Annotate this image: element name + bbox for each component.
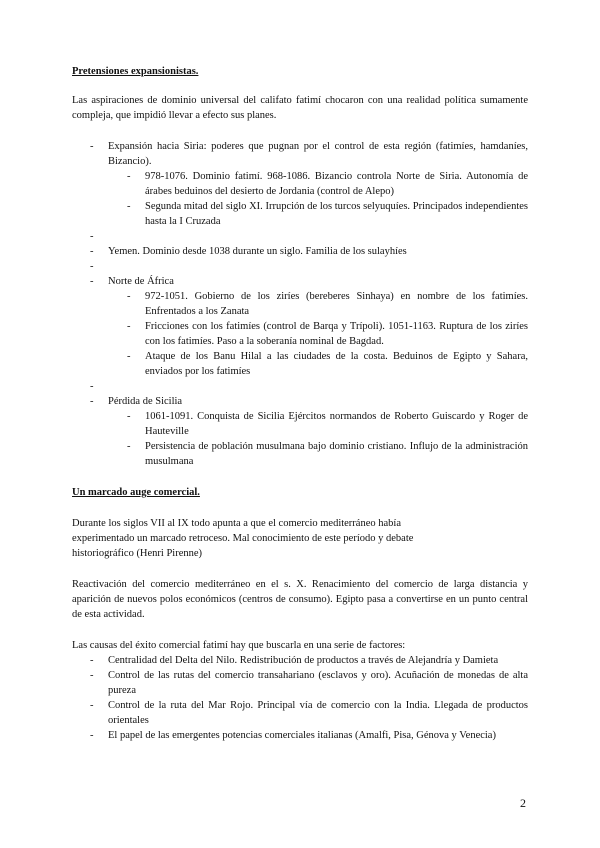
paragraph-revival: Reactivación del comercio mediterráneo en el s. X. Renacimiento del comercio de larga distancia y aparición de nuevos polos económicos (centros de consumo). Egipto pasa a convertirse en un punto central de esta actividad. — [72, 579, 528, 620]
paragraph-line: experimentado un marcado retroceso. Mal conocimiento de este período y debate — [72, 533, 414, 544]
factor-item: - Centralidad del Delta del Nilo. Redistribución de productos a través de Alejandría y Damieta — [72, 653, 528, 668]
sublist — [108, 289, 528, 379]
sublist-item: - Persistencia de población musulmana bajo dominio cristiano. Influjo de la administración musulmana — [126, 439, 528, 469]
section-heading-expansion: Pretensiones expansionistas. — [72, 66, 199, 77]
sublist — [108, 169, 528, 229]
list-item — [72, 244, 528, 259]
list-item-text: Expansión hacia Siria: poderes que pugnan por el control de esta región (fatimíes, hamdaníes, Bizancio). — [108, 141, 528, 167]
sublist-item: - Ataque de los Banu Hilal a las ciudades de la costa. Beduinos de Egipto y Sahara, enviados por los fatimíes — [126, 349, 528, 379]
expansion-list — [72, 139, 528, 469]
list-item — [72, 274, 528, 379]
list-item — [72, 394, 528, 469]
paragraph-decline — [72, 516, 528, 561]
sublist — [108, 409, 528, 469]
list-item — [72, 139, 528, 229]
factors-list — [72, 653, 528, 743]
sublist-item: - Segunda mitad del siglo XI. Irrupción de los turcos selyuquíes. Principados independientes hasta la I Cruzada — [126, 199, 528, 229]
paragraph-line: Durante los siglos VII al IX todo apunta a que el comercio mediterráneo había — [72, 518, 401, 529]
page-number: 2 — [520, 796, 526, 810]
section-intro: Las aspiraciones de dominio universal del califato fatimí chocaron con una realidad política sumamente compleja, que impidió llevar a efecto sus planes. — [72, 95, 528, 121]
factor-item: - Control de la ruta del Mar Rojo. Principal vía de comercio con la India. Llegada de productos orientales — [72, 698, 528, 728]
list-item-text: Norte de África — [108, 276, 174, 287]
factor-item: - Control de las rutas del comercio transahariano (esclavos y oro). Acuñación de monedas de alta pureza — [72, 668, 528, 698]
document-page — [72, 64, 528, 743]
paragraph-line: historiográfico (Henri Pirenne) — [72, 548, 203, 559]
sublist-item: - 1061-1091. Conquista de Sicilia Ejércitos normandos de Roberto Guiscardo y Roger de Hauteville — [126, 409, 528, 439]
list-item-text: Yemen. Dominio desde 1038 durante un siglo. Familia de los sulayhíes — [108, 246, 407, 257]
sublist-item: - 972-1051. Gobierno de los ziríes (bereberes Sinhaya) en nombre de los fatimíes. Enfrentados a los Zanata — [126, 289, 528, 319]
factor-item: - El papel de las emergentes potencias comerciales italianas (Amalfi, Pisa, Génova y Venecia) — [72, 728, 528, 743]
paragraph-causes: Las causas del éxito comercial fatimí hay que buscarla en una serie de factores: — [72, 640, 406, 651]
section-heading-commerce: Un marcado auge comercial. — [72, 487, 200, 498]
sublist-item: - Fricciones con los fatimíes (control de Barqa y Trípoli). 1051-1163. Ruptura de los ziríes con los fatimíes. Paso a la soberanía nominal de Bagdad. — [126, 319, 528, 349]
list-item-text: Pérdida de Sicilia — [108, 396, 183, 407]
sublist-item: - 978-1076. Dominio fatimí. 968-1086. Bizancio controla Norte de Siria. Autonomía de árabes beduinos del desierto de Jordania (control de Alepo) — [126, 169, 528, 199]
